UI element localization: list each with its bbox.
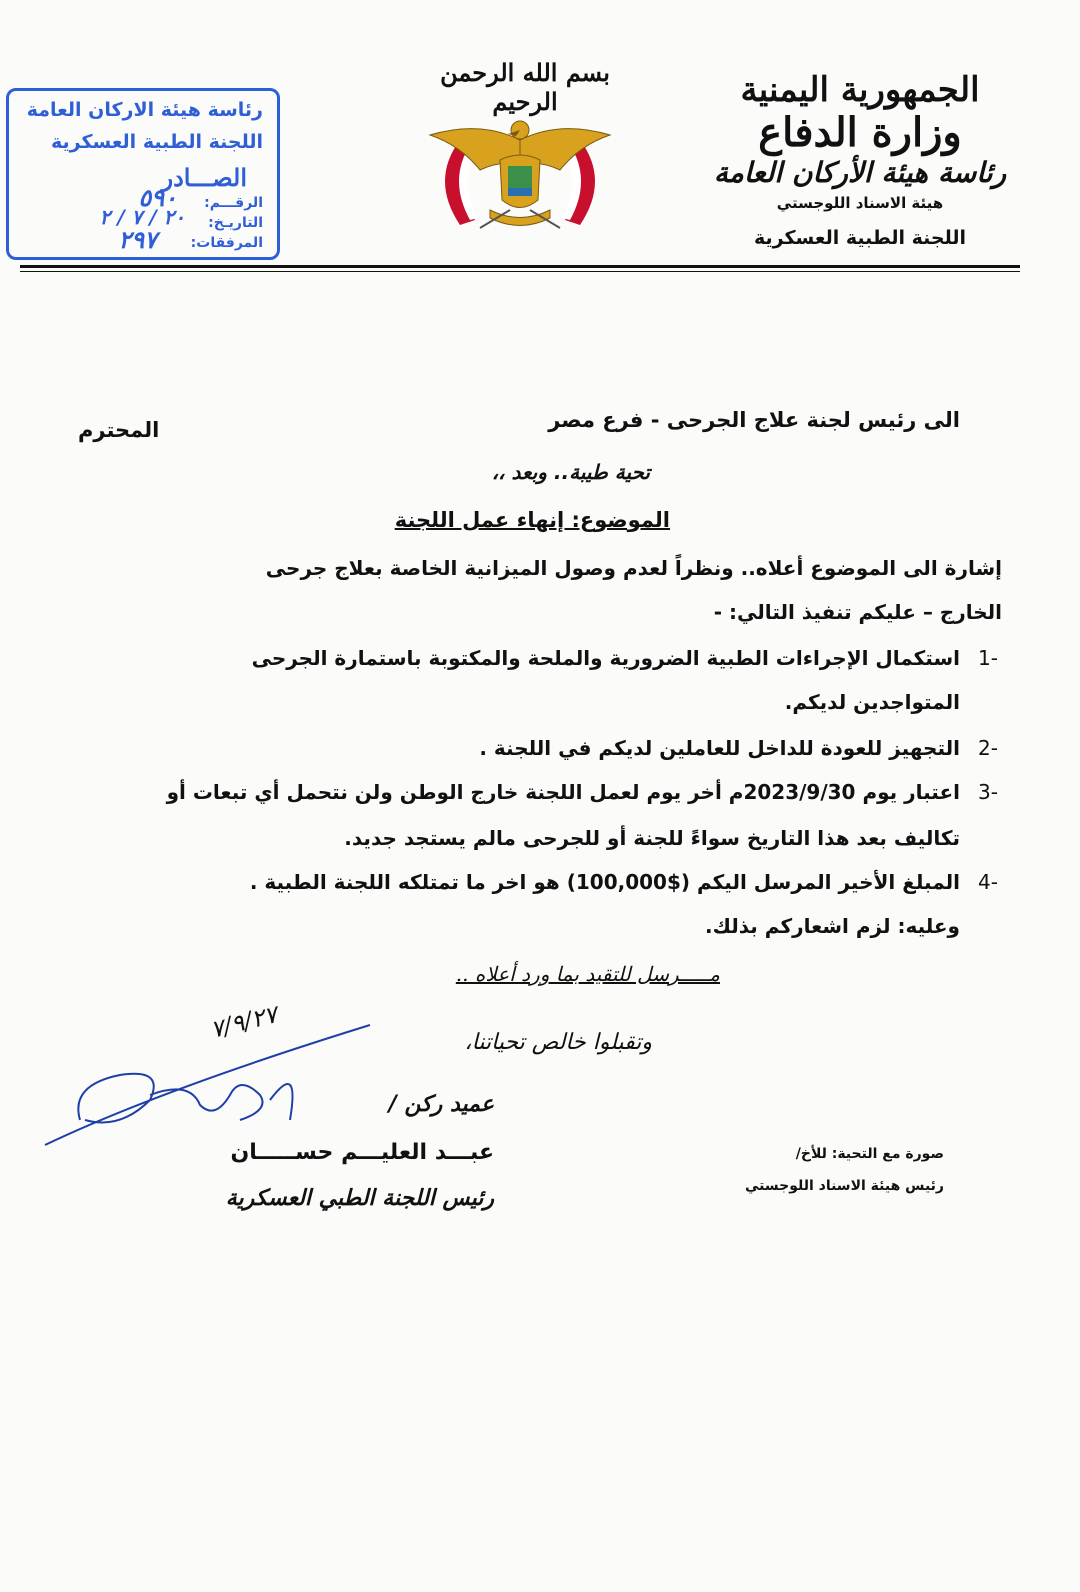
intro-line-1: إشارة الى الموضوع أعلاه.. ونظراً لعدم وصول الميزانية الخاصة بعلاج جرحى <box>265 556 1002 580</box>
subject-line: الموضوع: إنهاء عمل اللجنة <box>394 508 670 532</box>
cc-line-2: رئيس هيئة الاسناد اللوجستي <box>745 1178 944 1194</box>
yemen-emblem-icon <box>420 100 620 240</box>
stamp-attach-label: المرفقات: <box>190 235 263 251</box>
cc-line-1: صورة مع التحية: للأخ/ <box>795 1146 944 1162</box>
signer-name: عبـــد العليـــم حســـــان <box>230 1140 494 1165</box>
item-1-number: -1 <box>978 646 998 670</box>
signer-rank: عميد ركن / <box>388 1092 494 1117</box>
header-divider <box>20 265 1020 268</box>
presidency-name: رئاسة هيئة الأركان العامة <box>713 156 1007 189</box>
item-3-number: -3 <box>978 780 998 804</box>
closing-note: وعليه: لزم اشعاركم بذلك. <box>705 914 960 938</box>
greeting: تحية طيبة.. وبعد ،، <box>491 460 650 484</box>
stamp-attach-value: ٢٩٧ <box>118 225 157 254</box>
stamp-line-2: اللجنة الطبية العسكرية <box>50 131 263 153</box>
letterhead <box>710 70 1010 256</box>
handwritten-date: ٧/٩/٢٧ <box>207 1000 281 1044</box>
country-name: الجمهورية اليمنية <box>740 70 980 110</box>
authority-name: هيئة الاسناد اللوجستي <box>776 194 944 212</box>
stamp-line-3: الصـــادر <box>161 163 247 192</box>
basmala: بسم الله الرحمن الرحيم <box>440 58 610 116</box>
stamp-ref-value: ٥٩٠ <box>138 183 177 212</box>
item-3-line-b: تكاليف بعد هذا التاريخ سواءً للجنة أو للجرحى مالم يستجد جديد. <box>344 826 960 850</box>
recipient-line: الى رئيس لجنة علاج الجرحى - فرع مصر <box>548 408 960 432</box>
outgoing-stamp <box>6 88 280 260</box>
stamp-date-label: التاريـخ: <box>208 215 263 231</box>
item-2-text: التجهيز للعودة للداخل للعاملين لديكم في اللجنة . <box>479 736 960 760</box>
item-3-line-a: اعتبار يوم 2023/9/30م أخر يوم لعمل اللجنة خارج الوطن ولن نتحمل أي تبعات أو <box>166 780 960 804</box>
honorific: المحترم <box>78 418 160 442</box>
stamp-line-1: رئاسة هيئة الاركان العامة <box>26 99 263 121</box>
stamp-date-value: ٢٠ / ٧ / ٢ <box>99 205 185 229</box>
item-2-number: -2 <box>978 736 998 760</box>
header-divider-thin <box>20 271 1020 272</box>
signer-title: رئيس اللجنة الطبي العسكرية <box>225 1186 494 1211</box>
committee-name: اللجنة الطبية العسكرية <box>753 227 967 249</box>
intro-line-2: الخارج – عليكم تنفيذ التالي: - <box>713 600 1002 624</box>
handwritten-note: مـــــرسل للتقيد بما ورد أعلاه .. <box>455 962 720 986</box>
item-1-line-a: استكمال الإجراءات الطبية الضرورية والملحة والمكتوبة باستمارة الجرحى <box>251 646 960 670</box>
item-4-text: المبلغ الأخير المرسل اليكم ($100,000) هو اخر ما تمتلكه اللجنة الطبية . <box>249 870 960 894</box>
signature-scribble-icon <box>40 1000 420 1160</box>
regards-line: وتقبلوا خالص تحياتنا، <box>464 1030 652 1055</box>
stamp-ref-label: الرقـــم: <box>204 195 263 211</box>
item-4-number: -4 <box>978 870 998 894</box>
item-1-line-b: المتواجدين لديكم. <box>784 690 960 714</box>
ministry-name: وزارة الدفاع <box>758 109 962 156</box>
